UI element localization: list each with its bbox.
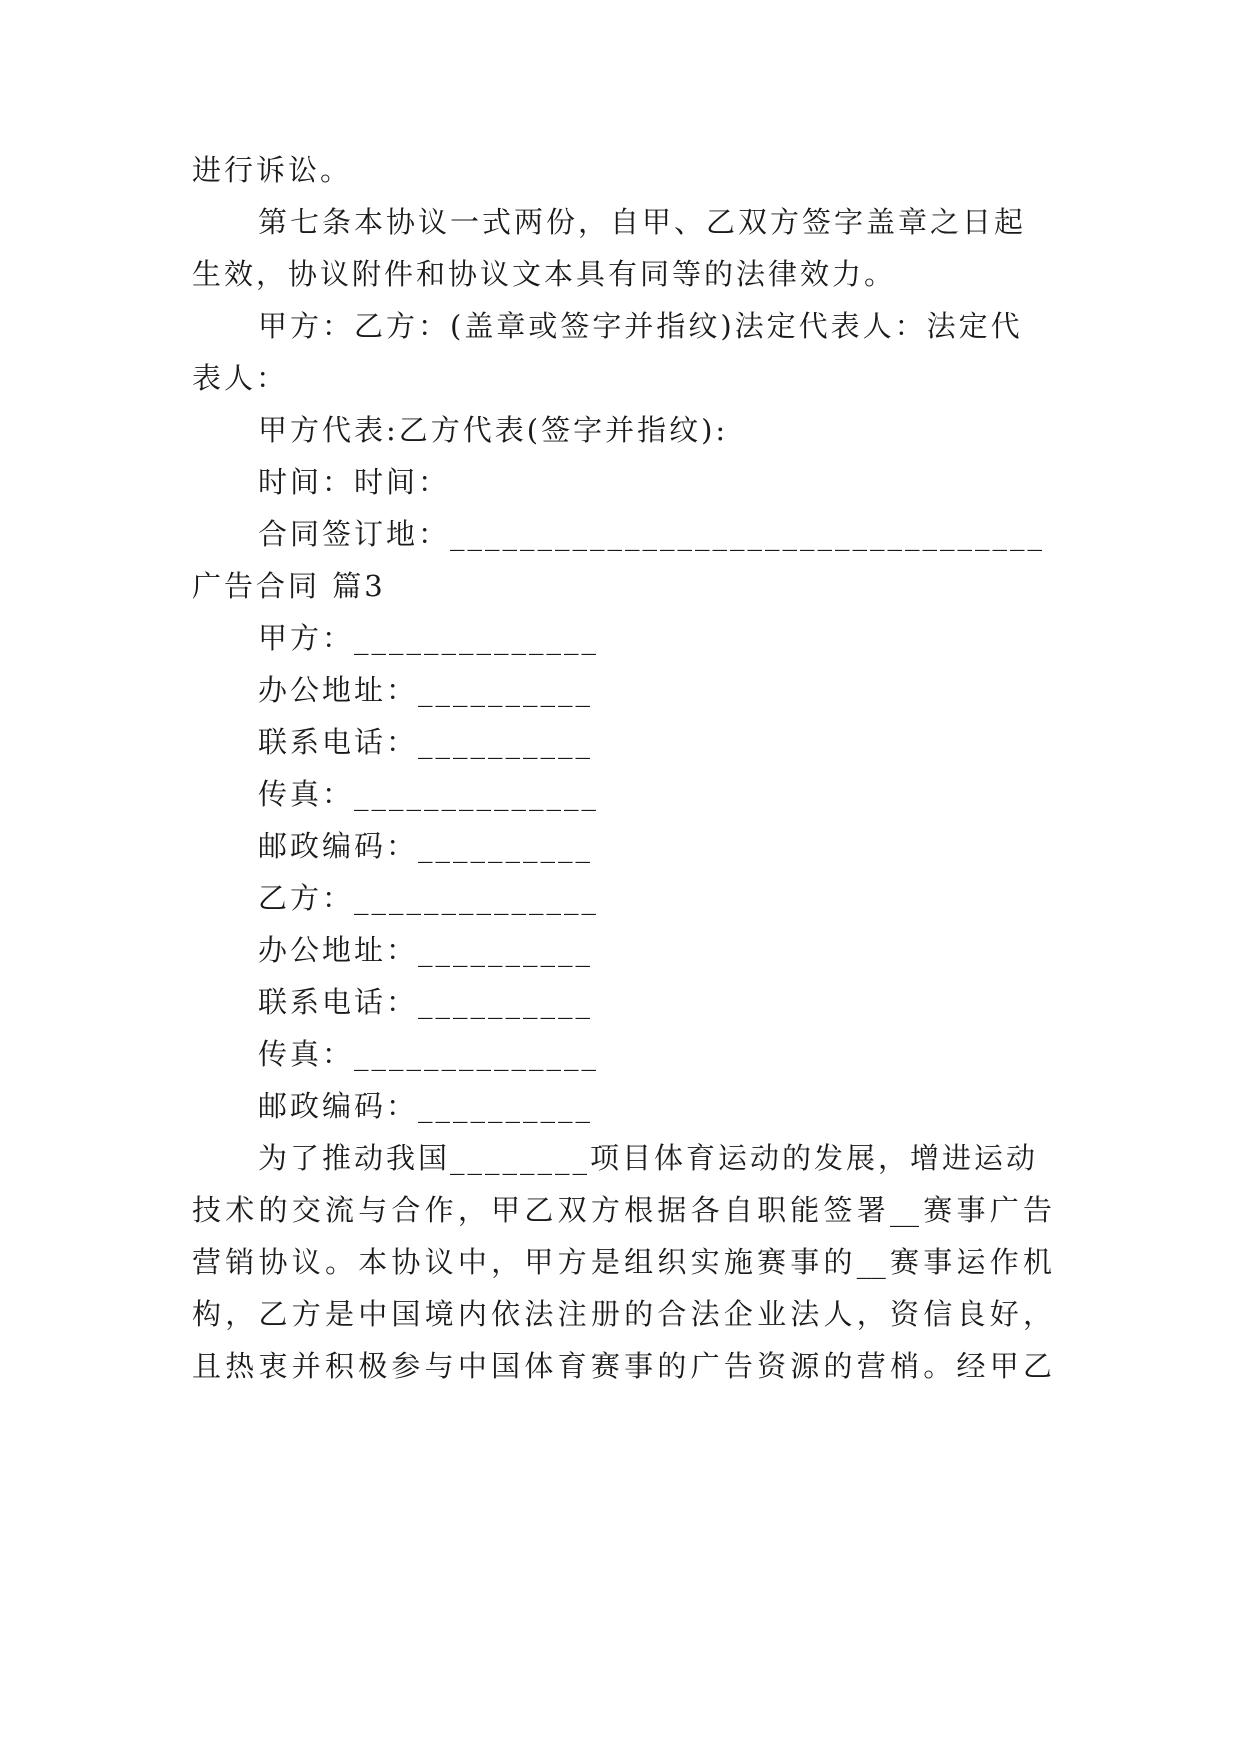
text-line: 技术的交流与合作，甲乙双方根据各自职能签署__赛事广告 xyxy=(192,1193,1052,1227)
form-field-line: 甲方：______________ xyxy=(258,621,600,655)
section-heading: 广告合同 篇3 xyxy=(192,569,386,603)
text-line: 时间：时间： xyxy=(258,465,451,499)
form-field-line: 乙方：______________ xyxy=(258,881,600,915)
form-field-line: 办公地址：__________ xyxy=(258,673,594,707)
text-line: 生效，协议附件和协议文本具有同等的法律效力。 xyxy=(192,257,897,291)
text-line: 第七条本协议一式两份，自甲、乙双方签字盖章之日起 xyxy=(258,205,1027,239)
form-field-line: 联系电话：__________ xyxy=(258,985,594,1019)
form-field-line: 传真：______________ xyxy=(258,1037,600,1071)
form-field-line: 邮政编码：__________ xyxy=(258,829,594,863)
text-line: 合同签订地：__________________________________ xyxy=(258,517,1046,551)
form-field-line: 邮政编码：__________ xyxy=(258,1089,594,1123)
text-line: 甲方：乙方：(盖章或签字并指纹)法定代表人：法定代 xyxy=(258,309,1023,343)
text-line: 表人： xyxy=(192,361,289,395)
text-line: 甲方代表:乙方代表(签字并指纹): xyxy=(258,413,729,447)
text-line: 构，乙方是中国境内依法注册的合法企业法人，资信良好， xyxy=(192,1297,1052,1331)
form-field-line: 联系电话：__________ xyxy=(258,725,594,759)
form-field-line: 传真：______________ xyxy=(258,777,600,811)
text-line: 为了推动我国________项目体育运动的发展，增进运动 xyxy=(258,1141,1039,1175)
text-line: 且热衷并积极参与中国体育赛事的广告资源的营梢。经甲乙 xyxy=(192,1349,1052,1383)
text-line: 营销协议。本协议中，甲方是组织实施赛事的__赛事运作机 xyxy=(192,1245,1052,1279)
form-field-line: 办公地址：__________ xyxy=(258,933,594,967)
text-line: 进行诉讼。 xyxy=(192,153,353,187)
